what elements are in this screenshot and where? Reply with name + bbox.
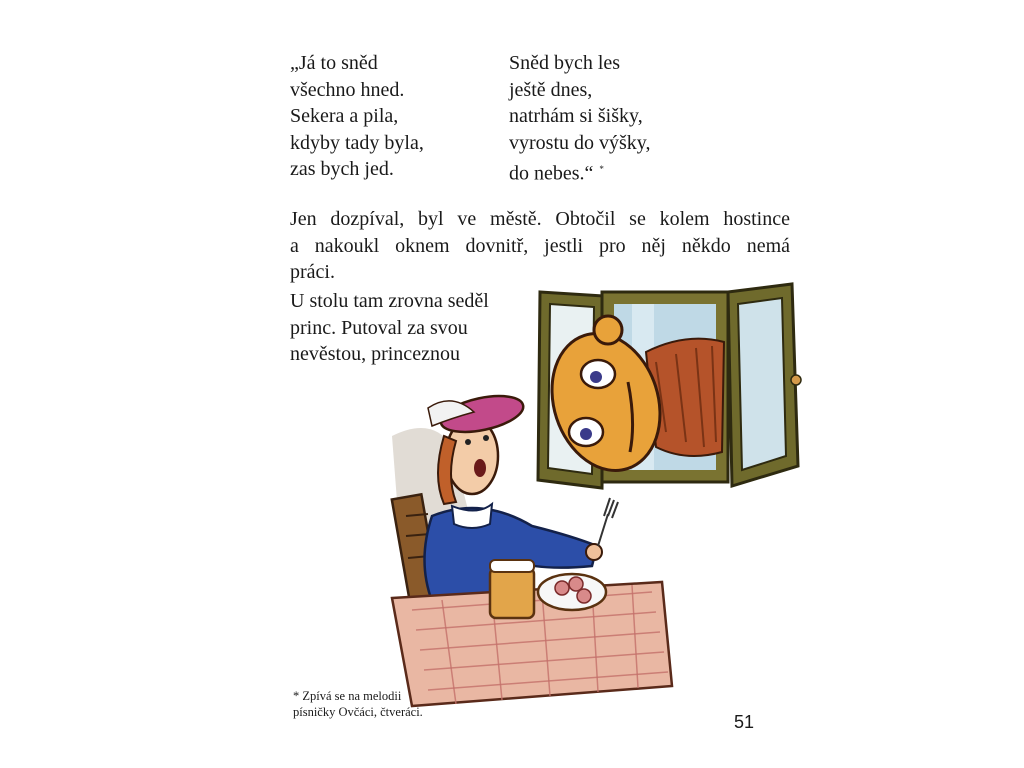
prose-line: práci. xyxy=(290,261,335,283)
poem-line: „Já to sněd xyxy=(290,52,378,74)
prose-paragraph-1 xyxy=(290,206,790,286)
footnote-line: písničky Ovčáci, čtveráci. xyxy=(293,705,423,719)
prose-line: a nakoukl oknem dovnitř, jestli pro něj někdo nemá xyxy=(290,234,790,257)
prose-line: U stolu tam zrovna seděl xyxy=(290,290,489,312)
poem-line-text: do nebes.“ xyxy=(509,162,594,185)
page-number: 51 xyxy=(734,712,755,732)
prose-paragraph-2 xyxy=(290,288,489,368)
poem-line: Sněd bych les xyxy=(509,52,621,74)
poem-left-stanza xyxy=(290,50,424,183)
poem-line-last xyxy=(509,156,650,187)
footnote xyxy=(293,688,423,720)
prose-line: Jen dozpíval, byl ve městě. Obtočil se kolem hostince xyxy=(290,208,790,230)
poem-line: ještě dnes, xyxy=(509,78,593,101)
prose-line: nevěstou, princeznou xyxy=(290,343,460,365)
poem-line: vyrostu do výšky, xyxy=(509,131,651,154)
poem-right-stanza xyxy=(509,50,650,187)
prose-line: princ. Putoval za svou xyxy=(290,316,468,339)
footnote-marker: * xyxy=(599,164,604,174)
poem-line: Sekera a pila, xyxy=(290,105,399,127)
poem-line: natrhám si šišky, xyxy=(509,105,643,127)
prince-at-table-illustration xyxy=(372,386,682,716)
footnote-line: * Zpívá se na melodii xyxy=(293,689,402,703)
poem-line: všechno hned. xyxy=(290,78,405,101)
poem-line: zas bych jed. xyxy=(290,158,394,180)
poem-line: kdyby tady byla, xyxy=(290,131,424,154)
